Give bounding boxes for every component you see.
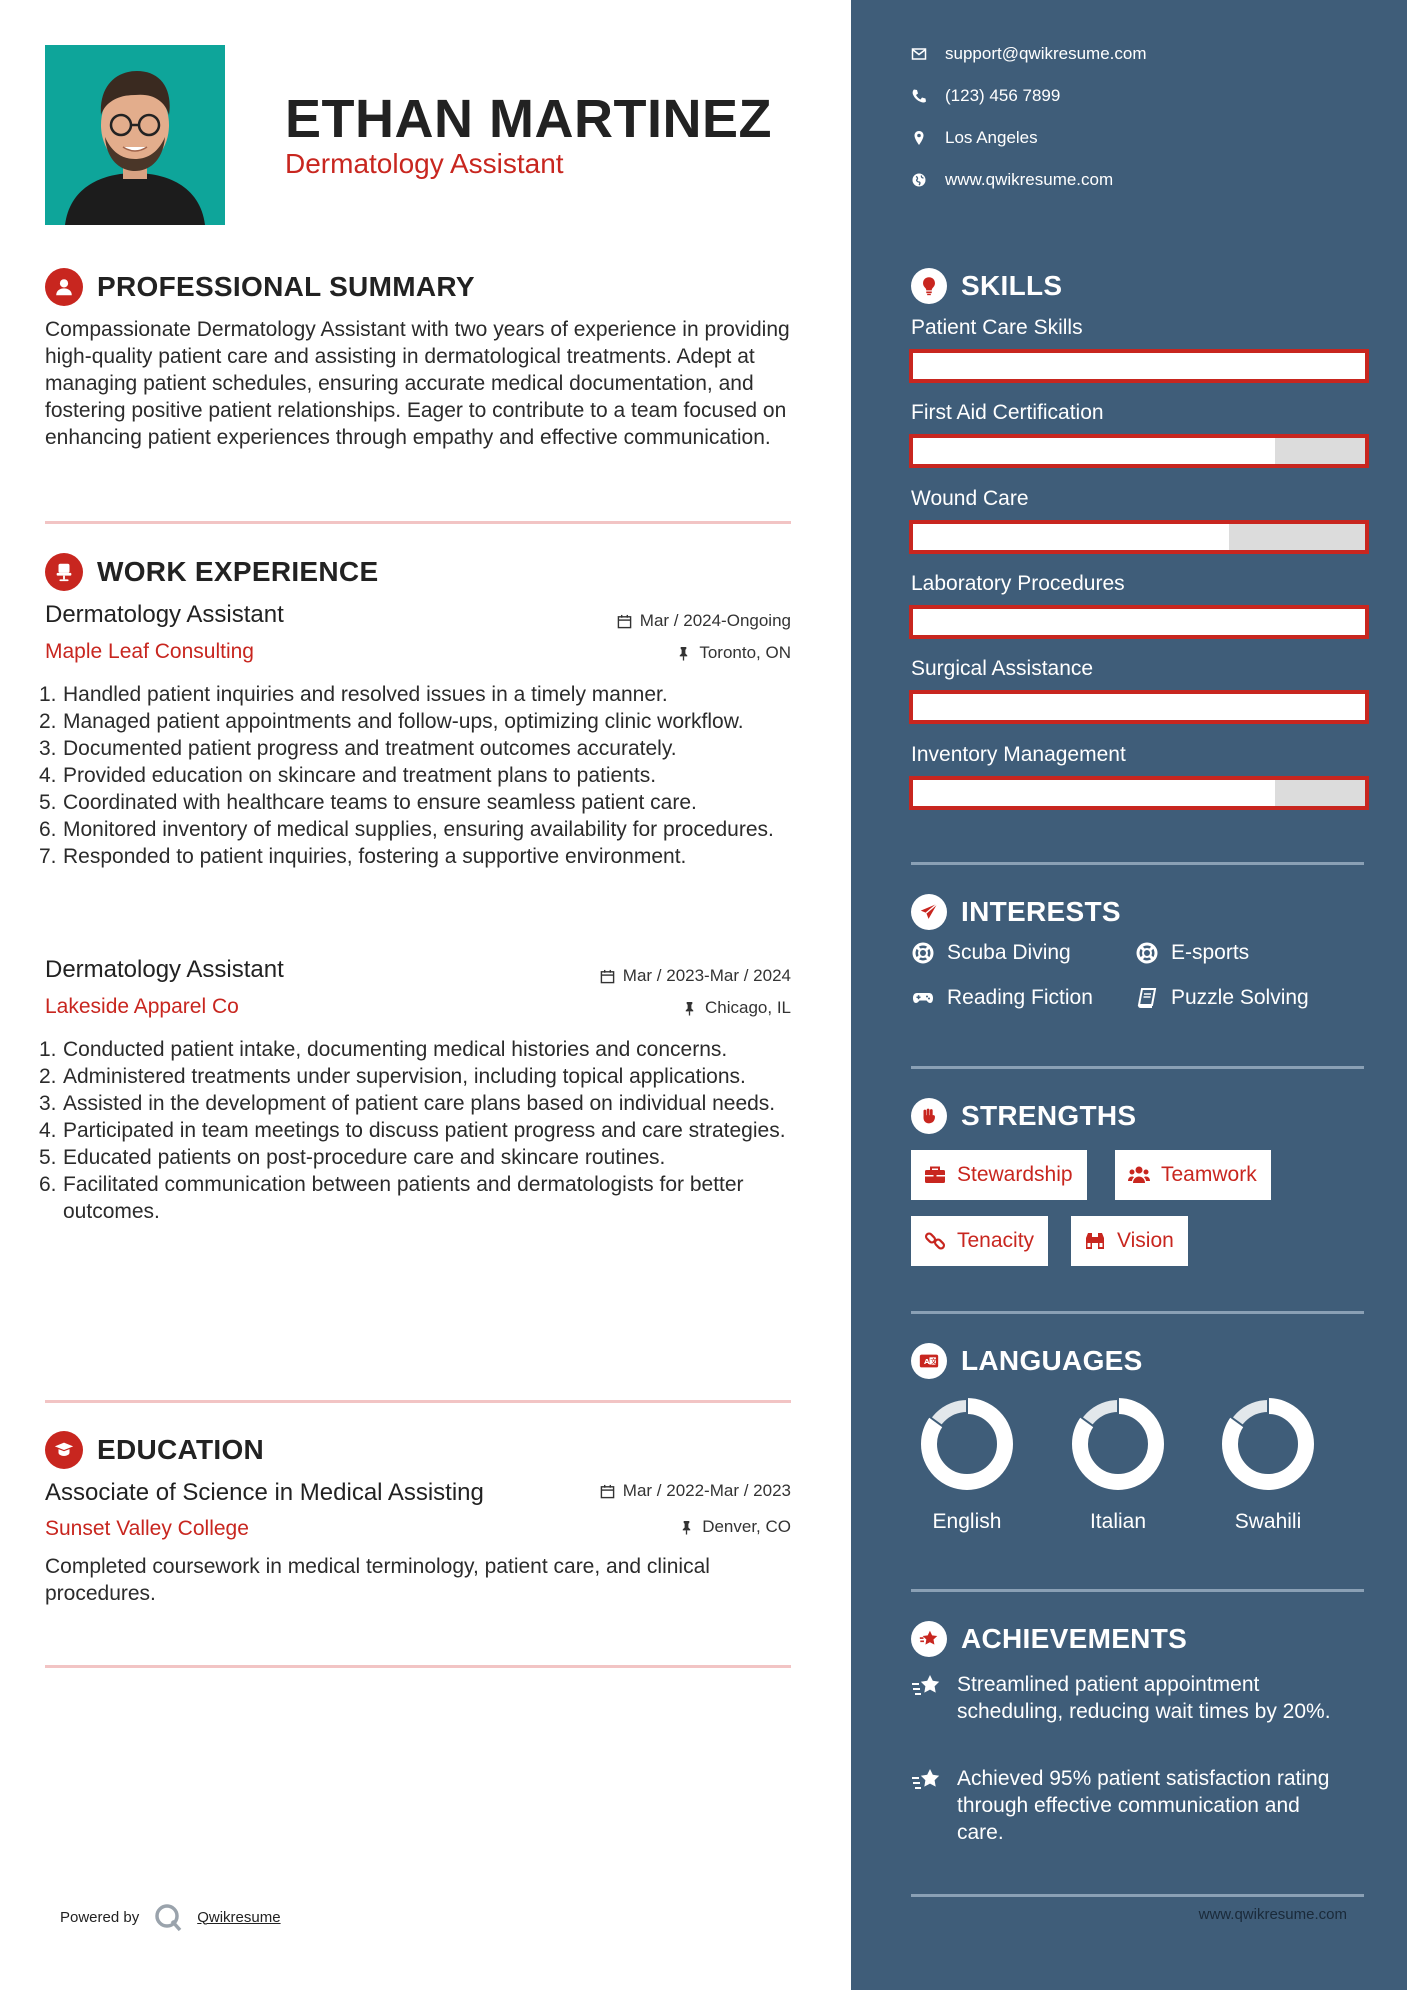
list-item: 4. Provided education on skincare and treatment plans to patients. xyxy=(39,764,657,787)
job-duties-list xyxy=(39,1036,805,1225)
achievement-item xyxy=(911,1671,1341,1725)
sidebar xyxy=(851,0,1407,1990)
qwikresume-link[interactable]: Qwikresume xyxy=(197,1908,281,1926)
achievement-text: Streamlined patient appointment scheduling, reducing wait times by 20%. xyxy=(957,1673,1331,1723)
binoculars-icon xyxy=(1083,1229,1107,1253)
job-dates-text: Mar / 2024-Ongoing xyxy=(639,611,791,630)
skill-label: Laboratory Procedures xyxy=(911,572,1125,595)
skill-bar xyxy=(909,520,1369,554)
powered-by xyxy=(60,1902,281,1932)
fist-icon xyxy=(911,1098,947,1134)
phone-icon xyxy=(911,88,927,104)
experience-heading xyxy=(45,553,378,591)
job-location xyxy=(682,998,791,1018)
calendar-icon xyxy=(600,969,615,984)
skill-label: Surgical Assistance xyxy=(911,657,1094,680)
gamepad-icon xyxy=(911,986,935,1010)
contact-email xyxy=(911,44,1147,64)
language-label: Italian xyxy=(1089,1510,1147,1533)
svg-text:文: 文 xyxy=(930,1357,937,1366)
shooting-star-icon xyxy=(911,1673,943,1701)
sidebar-divider xyxy=(911,1066,1364,1069)
education-dates xyxy=(600,1481,791,1501)
strength-badge xyxy=(1071,1216,1188,1266)
contact-location xyxy=(911,128,1038,148)
job-location-text: Chicago, IL xyxy=(705,998,791,1017)
company-name: Lakeside Apparel Co xyxy=(45,995,239,1018)
section-divider xyxy=(45,1665,791,1668)
contact-email-text[interactable]: support@qwikresume.com xyxy=(945,44,1147,63)
link-icon xyxy=(923,1229,947,1253)
interest-label: Scuba Diving xyxy=(947,941,1071,964)
section-divider xyxy=(45,521,791,524)
education-description: Completed coursework in medical terminology, patient care, and clinical procedures. xyxy=(45,1555,710,1605)
user-icon xyxy=(45,268,83,306)
paper-plane-icon xyxy=(911,894,947,930)
pin-icon xyxy=(682,1001,697,1016)
list-item: 5. Educated patients on post-procedure care and skincare routines. xyxy=(39,1146,666,1169)
strength-label: Teamwork xyxy=(1161,1163,1257,1186)
interest-label: Reading Fiction xyxy=(947,986,1093,1009)
summary-text: Compassionate Dermatology Assistant with two years of experience in providing high-quality patient care and assisting in dermatological treatments. Adept at managing patient schedules, ensuring accurate medical documentation, and fostering positive patient relationships. Eager to contribute to a team focused on enhancing patient experiences through empathy and effective communication. xyxy=(45,318,790,449)
powered-by-label: Powered by xyxy=(60,1908,140,1926)
skills-title: SKILLS xyxy=(961,270,1063,301)
profile-photo xyxy=(45,45,225,225)
company-name: Maple Leaf Consulting xyxy=(45,640,254,663)
education-dates-text: Mar / 2022-Mar / 2023 xyxy=(622,1481,791,1500)
strengths-title: STRENGTHS xyxy=(961,1100,1137,1131)
interest-label: E-sports xyxy=(1171,941,1250,964)
lightbulb-icon xyxy=(911,268,947,304)
strength-badge xyxy=(911,1216,1048,1266)
sidebar-divider xyxy=(911,862,1364,865)
life-ring-icon xyxy=(911,941,935,965)
skill-bar-fill xyxy=(913,694,1365,720)
star-icon xyxy=(911,1621,947,1657)
education-location-text: Denver, CO xyxy=(702,1517,791,1536)
job-dates-text: Mar / 2023-Mar / 2024 xyxy=(622,966,791,985)
list-item: 1. Conducted patient intake, documenting medical histories and concerns. xyxy=(39,1038,728,1061)
calendar-icon xyxy=(617,614,632,629)
interest-item xyxy=(911,941,1071,965)
summary-title: PROFESSIONAL SUMMARY xyxy=(97,271,475,302)
strengths-heading xyxy=(911,1098,1136,1134)
skill-bar-fill xyxy=(913,353,1365,379)
skill-bar-fill xyxy=(913,438,1275,464)
contact-website xyxy=(911,170,1113,190)
skill-label: First Aid Certification xyxy=(911,401,1104,424)
list-item: 3. Documented patient progress and treatment outcomes accurately. xyxy=(39,737,677,760)
briefcase-icon xyxy=(923,1163,947,1187)
achievements-heading xyxy=(911,1621,1187,1657)
job-title: Dermatology Assistant xyxy=(45,956,284,983)
education-title: EDUCATION xyxy=(97,1434,265,1465)
strength-badge xyxy=(911,1150,1087,1200)
school-name: Sunset Valley College xyxy=(45,1517,249,1540)
list-item: 2. Administered treatments under supervision, including topical applications. xyxy=(39,1065,746,1088)
list-item: 4. Participated in team meetings to discuss patient progress and care strategies. xyxy=(39,1119,786,1142)
calendar-icon xyxy=(600,1484,615,1499)
job-location-text: Toronto, ON xyxy=(699,643,791,662)
footer-url[interactable]: www.qwikresume.com xyxy=(1198,1906,1347,1923)
list-item: 6. Monitored inventory of medical supplies, ensuring availability for procedures. xyxy=(39,818,774,841)
skill-label: Wound Care xyxy=(911,487,1029,510)
language-gauge xyxy=(919,1396,1015,1492)
job-dates xyxy=(617,611,791,631)
language-gauge xyxy=(1220,1396,1316,1492)
users-icon xyxy=(1127,1163,1151,1187)
list-item: 7. Responded to patient inquiries, fostering a supportive environment. xyxy=(39,845,687,868)
graduate-icon xyxy=(45,1431,83,1469)
list-item: 3. Assisted in the development of patient care plans based on individual needs. xyxy=(39,1092,776,1115)
education-location xyxy=(679,1517,791,1537)
strength-label: Stewardship xyxy=(957,1163,1073,1186)
contact-location-text: Los Angeles xyxy=(945,128,1038,147)
language-gauge xyxy=(1070,1396,1166,1492)
interests-title: INTERESTS xyxy=(961,896,1121,927)
shooting-star-icon xyxy=(911,1767,943,1795)
list-item: 2. Managed patient appointments and follow-ups, optimizing clinic workflow. xyxy=(39,710,744,733)
interests-heading xyxy=(911,894,1121,930)
skill-bar xyxy=(909,605,1369,639)
sidebar-divider xyxy=(911,1589,1364,1592)
job-location xyxy=(676,643,791,663)
languages-heading xyxy=(911,1343,1143,1379)
pin-icon xyxy=(679,1520,694,1535)
strength-label: Vision xyxy=(1117,1229,1174,1252)
summary-heading xyxy=(45,268,475,306)
achievements-title: ACHIEVEMENTS xyxy=(961,1623,1188,1654)
job-duties-list xyxy=(39,681,805,870)
globe-icon xyxy=(911,172,927,188)
experience-title: WORK EXPERIENCE xyxy=(97,556,379,587)
skill-bar-fill xyxy=(913,524,1229,550)
translate-icon xyxy=(911,1343,947,1379)
skill-bar-fill xyxy=(913,780,1275,806)
job-dates xyxy=(600,966,791,986)
skill-bar xyxy=(909,690,1369,724)
interest-item xyxy=(1135,941,1249,965)
skills-heading xyxy=(911,268,1062,304)
list-item: 5. Coordinated with healthcare teams to ensure seamless patient care. xyxy=(39,791,697,814)
achievement-text: Achieved 95% patient satisfaction rating through effective communication and care. xyxy=(957,1767,1330,1844)
language-label: Swahili xyxy=(1234,1510,1302,1533)
pin-icon xyxy=(676,646,691,661)
sidebar-divider xyxy=(911,1894,1364,1897)
achievement-item xyxy=(911,1765,1341,1846)
section-divider xyxy=(45,1400,791,1403)
skill-bar xyxy=(909,349,1369,383)
interest-label: Puzzle Solving xyxy=(1171,986,1309,1009)
envelope-icon xyxy=(911,46,927,62)
interest-item xyxy=(1135,986,1309,1010)
candidate-title: Dermatology Assistant xyxy=(285,148,564,179)
skill-label: Inventory Management xyxy=(911,743,1126,766)
strength-badge xyxy=(1115,1150,1271,1200)
strength-label: Tenacity xyxy=(957,1229,1035,1252)
contact-phone xyxy=(911,86,1060,106)
degree-title: Associate of Science in Medical Assisting xyxy=(45,1479,484,1506)
languages-title: LANGUAGES xyxy=(961,1345,1143,1376)
chair-icon xyxy=(45,553,83,591)
skill-label: Patient Care Skills xyxy=(911,316,1083,339)
education-heading xyxy=(45,1431,264,1469)
list-item: 6. Facilitated communication between patients and dermatologists for better outcomes. xyxy=(39,1173,744,1223)
svg-text:A: A xyxy=(923,1357,930,1367)
skill-bar-fill xyxy=(913,609,1365,635)
candidate-name: ETHAN MARTINEZ xyxy=(285,89,772,149)
map-marker-icon xyxy=(911,130,927,146)
interest-item xyxy=(911,986,1093,1010)
job-title: Dermatology Assistant xyxy=(45,601,284,628)
contact-website-text[interactable]: www.qwikresume.com xyxy=(945,170,1114,189)
qwikresume-logo-icon xyxy=(153,1902,183,1932)
life-ring-icon xyxy=(1135,941,1159,965)
book-icon xyxy=(1135,986,1159,1010)
sidebar-divider xyxy=(911,1311,1364,1314)
contact-phone-text: (123) 456 7899 xyxy=(945,86,1061,105)
language-label: English xyxy=(932,1510,1002,1533)
list-item: 1. Handled patient inquiries and resolved issues in a timely manner. xyxy=(39,683,668,706)
skill-bar xyxy=(909,776,1369,810)
skill-bar xyxy=(909,434,1369,468)
